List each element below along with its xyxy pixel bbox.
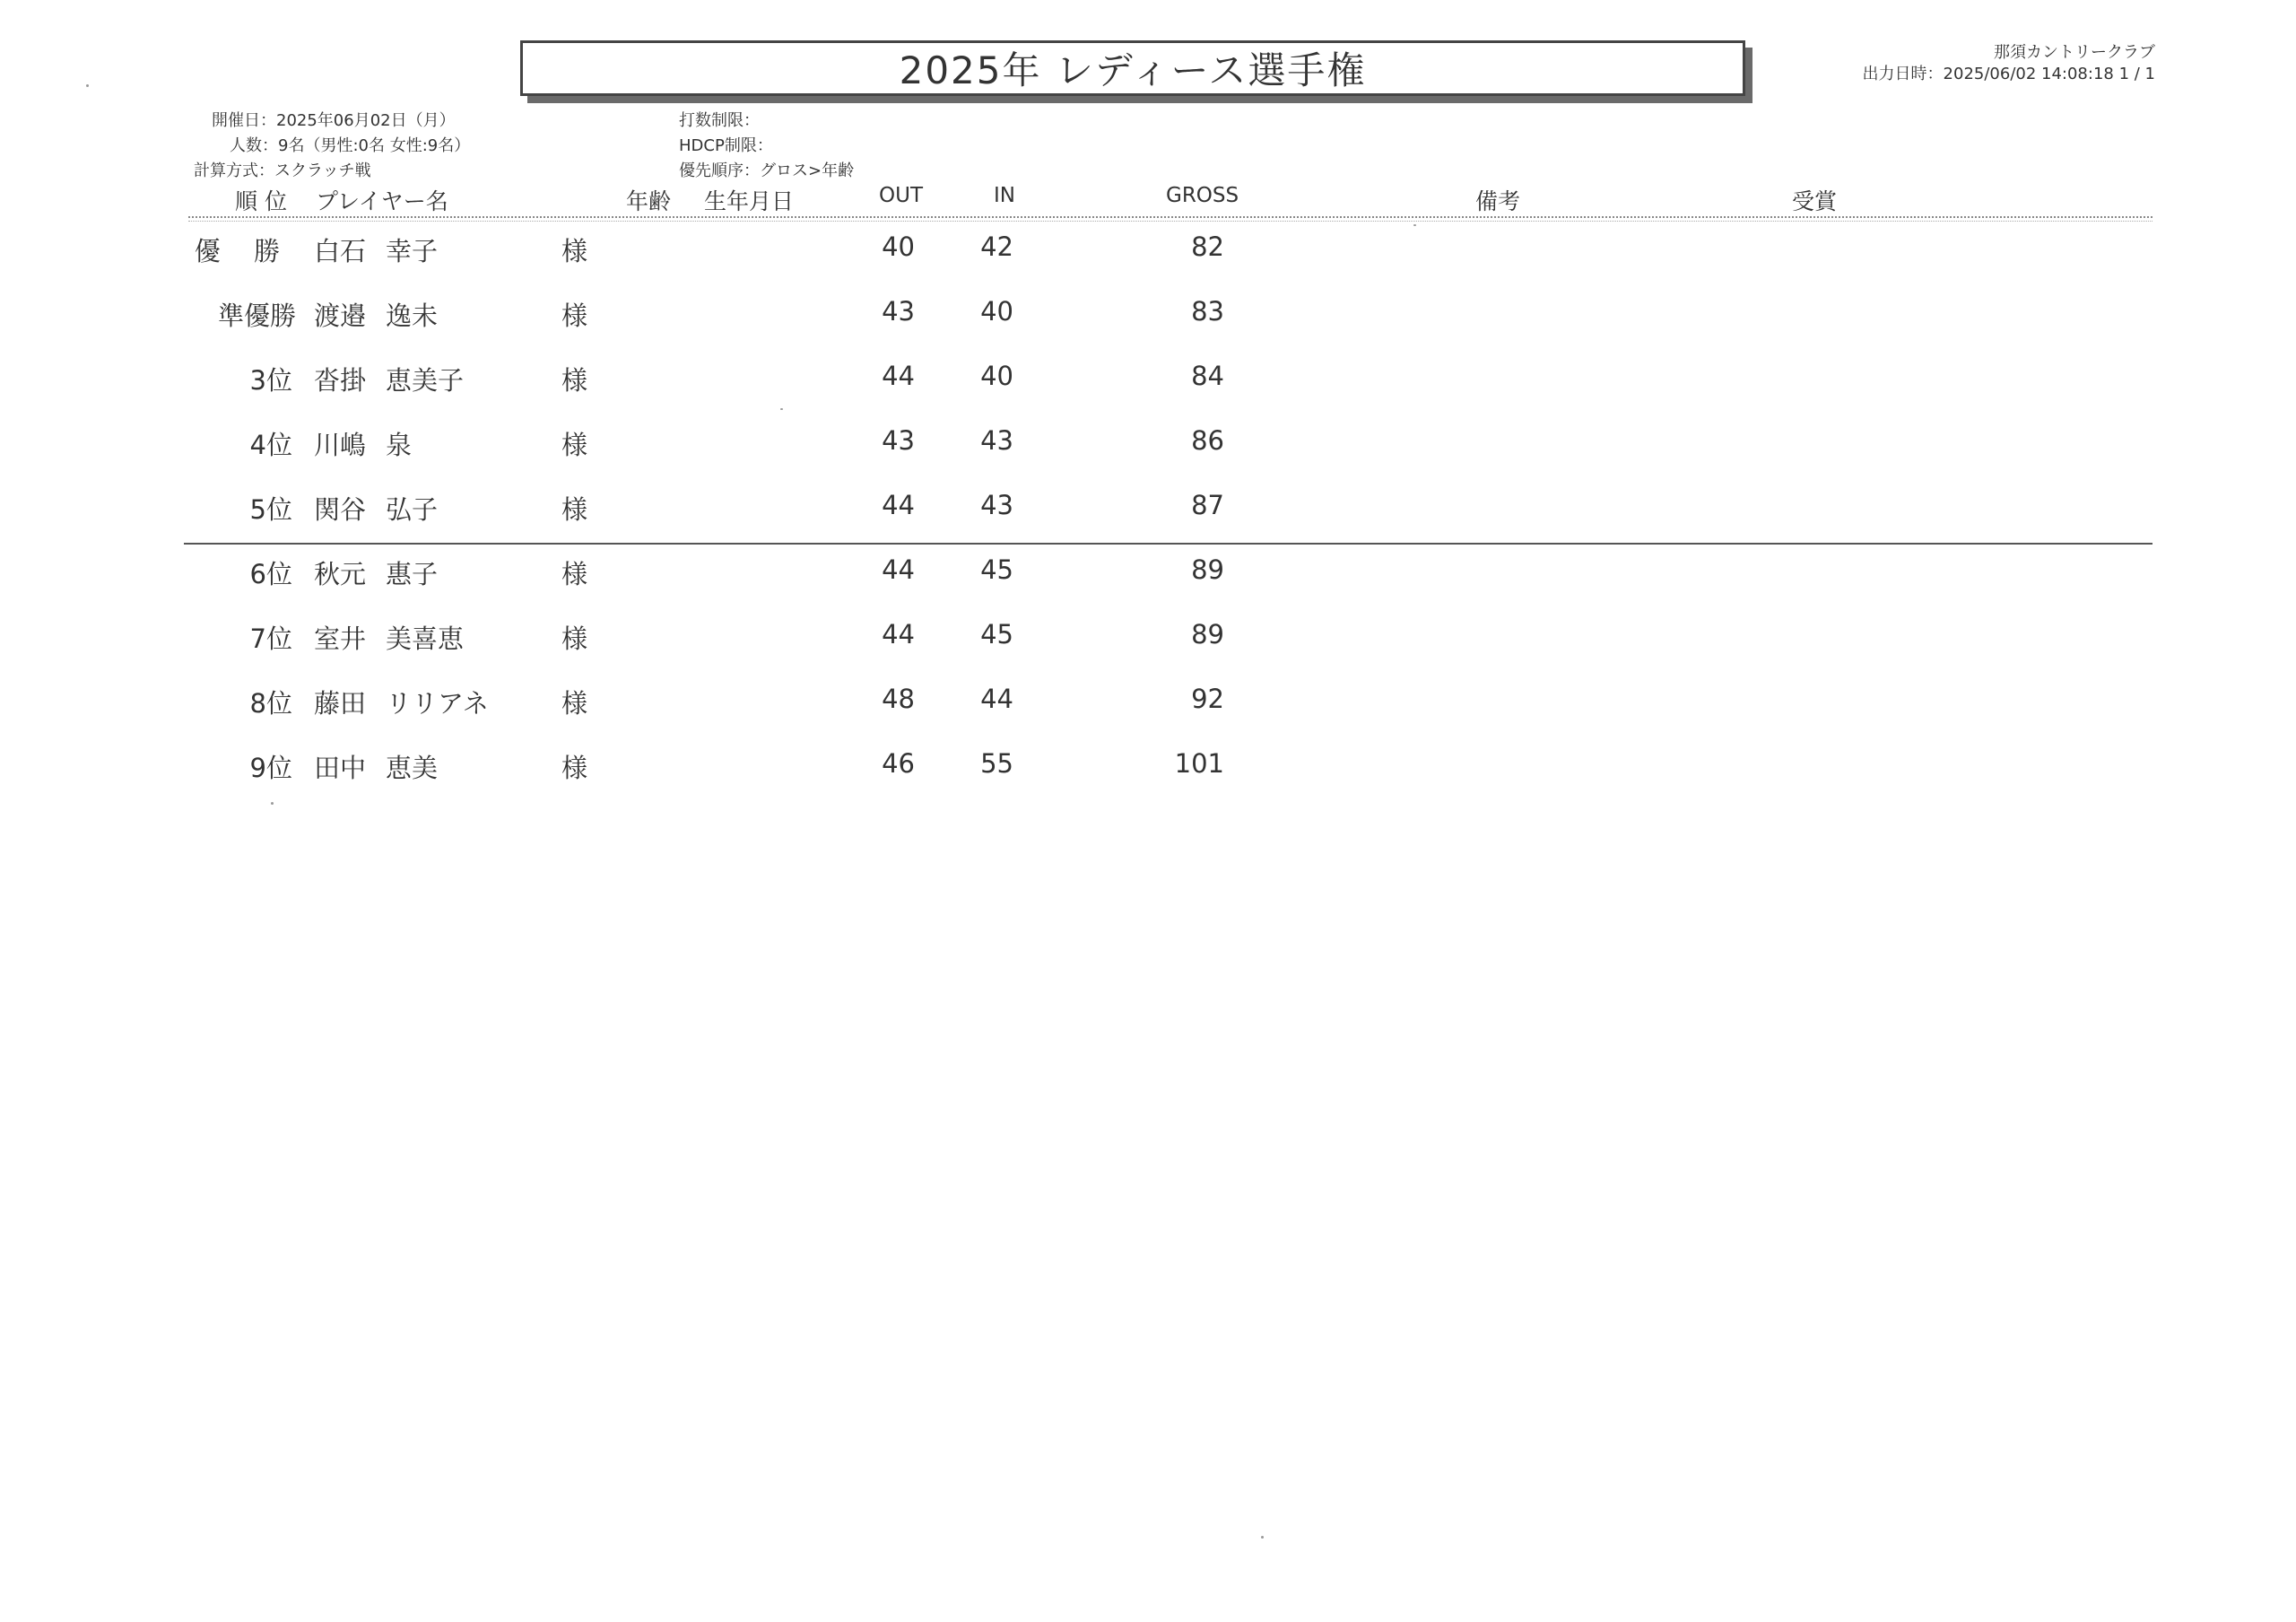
table-row — [0, 748, 2296, 813]
scan-speck — [1261, 1536, 1264, 1539]
player-first-name: 弘子 — [386, 494, 439, 525]
prize-separator-line — [184, 543, 2152, 545]
rank-cell: 3位 — [249, 365, 292, 396]
table-row — [0, 684, 2296, 748]
col-age: 年齢 — [626, 188, 672, 214]
page-title: 2025年 レディース選手権 — [899, 48, 1367, 92]
col-out: OUT — [879, 184, 923, 207]
player-first-name: リリアネ — [386, 688, 489, 719]
player-first-name: 泉 — [386, 430, 413, 460]
rank-cell: 優 勝 — [194, 236, 292, 266]
player-last-name: 渡邉 — [314, 301, 367, 331]
player-first-name: 恵美 — [386, 753, 439, 783]
player-last-name: 室井 — [314, 624, 367, 654]
meta-count: 人数：9名（男性:0名 女性:9名） — [230, 136, 471, 155]
gross-score: 82 — [1191, 231, 1224, 262]
out-score: 46 — [882, 748, 915, 779]
gross-score: 92 — [1191, 684, 1224, 714]
player-last-name: 秋元 — [314, 559, 367, 589]
honorific: 様 — [561, 430, 588, 460]
player-first-name: 恵美子 — [386, 365, 465, 396]
honorific: 様 — [561, 236, 588, 266]
gross-score: 83 — [1191, 296, 1224, 327]
in-score: 44 — [980, 684, 1013, 714]
gross-score: 89 — [1191, 554, 1224, 585]
table-row — [0, 425, 2296, 490]
col-remarks: 備考 — [1475, 188, 1521, 214]
in-score: 45 — [980, 554, 1013, 585]
header-rule-secondary — [188, 221, 2152, 222]
club-name: 那須カントリークラブ — [1994, 43, 2155, 62]
honorific: 様 — [561, 365, 588, 396]
in-score: 43 — [980, 490, 1013, 520]
player-first-name: 惠子 — [386, 559, 439, 589]
rank-cell: 9位 — [249, 753, 292, 783]
meta-hdcp-limit: HDCP制限： — [679, 136, 773, 155]
meta-date: 開催日：2025年06月02日（月） — [212, 111, 456, 130]
out-score: 44 — [882, 490, 915, 520]
player-last-name: 沓掛 — [314, 365, 367, 396]
honorific: 様 — [561, 624, 588, 654]
honorific: 様 — [561, 559, 588, 589]
col-rank: 順 位 — [235, 188, 287, 214]
rank-cell: 7位 — [249, 624, 292, 654]
in-score: 45 — [980, 619, 1013, 650]
rank-cell: 8位 — [249, 688, 292, 719]
player-last-name: 藤田 — [314, 688, 367, 719]
scan-speck — [1413, 224, 1416, 226]
col-award: 受賞 — [1792, 188, 1838, 214]
col-birthdate: 生年月日 — [704, 188, 795, 214]
scan-speck — [271, 802, 274, 805]
table-row — [0, 554, 2296, 619]
player-first-name: 幸子 — [386, 236, 439, 266]
col-in: IN — [994, 184, 1015, 207]
in-score: 55 — [980, 748, 1013, 779]
col-player: プレイヤー名 — [316, 188, 448, 214]
meta-method: 計算方式：スクラッチ戦 — [194, 161, 371, 180]
gross-score: 101 — [1174, 748, 1224, 779]
out-score: 43 — [882, 425, 915, 456]
out-score: 44 — [882, 361, 915, 391]
in-score: 40 — [980, 361, 1013, 391]
in-score: 43 — [980, 425, 1013, 456]
honorific: 様 — [561, 753, 588, 783]
player-first-name: 美喜恵 — [386, 624, 465, 654]
header-rule — [188, 216, 2152, 218]
title-box — [520, 40, 1745, 96]
player-last-name: 関谷 — [314, 494, 367, 525]
meta-stroke-limit: 打数制限： — [679, 111, 760, 130]
out-score: 40 — [882, 231, 915, 262]
honorific: 様 — [561, 688, 588, 719]
out-score: 44 — [882, 619, 915, 650]
out-score: 44 — [882, 554, 915, 585]
meta-priority: 優先順序：グロス>年齢 — [679, 161, 855, 180]
rank-cell: 4位 — [249, 430, 292, 460]
player-last-name: 田中 — [314, 753, 367, 783]
player-last-name: 白石 — [314, 236, 367, 266]
scan-speck — [780, 408, 783, 410]
in-score: 40 — [980, 296, 1013, 327]
gross-score: 87 — [1191, 490, 1224, 520]
col-gross: GROSS — [1166, 184, 1239, 207]
rank-cell: 準優勝 — [217, 301, 296, 331]
rank-cell: 6位 — [249, 559, 292, 589]
player-last-name: 川嶋 — [314, 430, 367, 460]
rank-cell: 5位 — [249, 494, 292, 525]
table-row — [0, 619, 2296, 684]
gross-score: 89 — [1191, 619, 1224, 650]
honorific: 様 — [561, 301, 588, 331]
honorific: 様 — [561, 494, 588, 525]
table-row — [0, 361, 2296, 425]
in-score: 42 — [980, 231, 1013, 262]
gross-score: 86 — [1191, 425, 1224, 456]
table-row — [0, 296, 2296, 361]
table-row — [0, 231, 2296, 296]
player-first-name: 逸未 — [386, 301, 439, 331]
table-row — [0, 490, 2296, 554]
out-score: 43 — [882, 296, 915, 327]
print-info: 出力日時：2025/06/02 14:08:18 1 / 1 — [1862, 65, 2155, 83]
gross-score: 84 — [1191, 361, 1224, 391]
scan-speck — [86, 84, 89, 87]
out-score: 48 — [882, 684, 915, 714]
